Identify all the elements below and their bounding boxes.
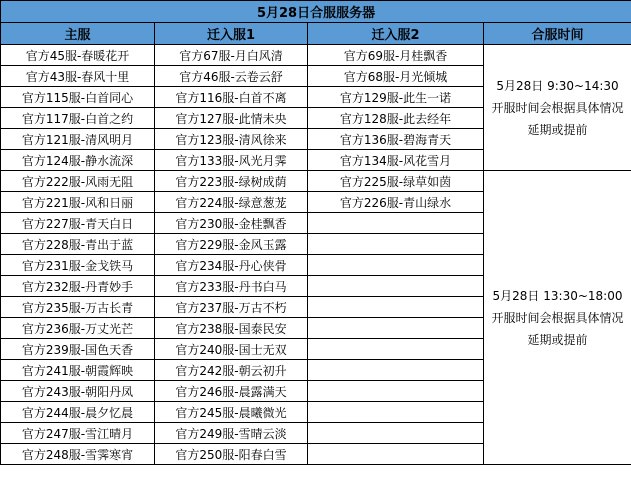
migrate-server-1-cell: 官方237服-万古不朽 xyxy=(155,297,308,318)
migrate-server-2-cell: 官方68服-月光倾城 xyxy=(308,66,484,87)
table-body xyxy=(1,45,631,465)
migrate-server-2-cell xyxy=(308,297,484,318)
migrate-server-2-cell xyxy=(308,402,484,423)
main-server-cell: 官方121服-清风明月 xyxy=(1,129,155,150)
merge-time-text: 开服时间会根据具体情况 xyxy=(491,100,624,115)
migrate-server-2-cell xyxy=(308,234,484,255)
main-server-cell: 官方117服-白首之约 xyxy=(1,108,155,129)
migrate-server-1-cell: 官方230服-金桂飘香 xyxy=(155,213,308,234)
main-server-cell: 官方236服-万丈光芒 xyxy=(1,318,155,339)
merge-time-text: 延期或提前 xyxy=(527,122,588,137)
main-server-cell: 官方239服-国色天香 xyxy=(1,339,155,360)
main-server-cell: 官方221服-风和日丽 xyxy=(1,192,155,213)
migrate-server-2-cell: 官方69服-月桂飘香 xyxy=(308,45,484,66)
migrate-server-2-cell xyxy=(308,276,484,297)
table-row xyxy=(1,171,631,192)
main-server-cell: 官方45服-春暖花开 xyxy=(1,45,155,66)
main-server-cell: 官方227服-青天白日 xyxy=(1,213,155,234)
migrate-server-1-cell: 官方229服-金风玉露 xyxy=(155,234,308,255)
header-migrate-server-1: 迁入服1 xyxy=(155,23,308,45)
table-row xyxy=(1,45,631,66)
merge-time-cell xyxy=(484,171,631,465)
header-merge-time: 合服时间 xyxy=(484,23,631,45)
main-server-cell: 官方241服-朝霞辉映 xyxy=(1,360,155,381)
main-server-cell: 官方231服-金戈铁马 xyxy=(1,255,155,276)
migrate-server-2-cell: 官方128服-此去经年 xyxy=(308,108,484,129)
migrate-server-1-cell: 官方116服-白首不离 xyxy=(155,87,308,108)
migrate-server-1-cell: 官方67服-月白风清 xyxy=(155,45,308,66)
migrate-server-1-cell: 官方133服-风光月霁 xyxy=(155,150,308,171)
main-server-cell: 官方115服-白首同心 xyxy=(1,87,155,108)
main-server-cell: 官方228服-青出于蓝 xyxy=(1,234,155,255)
migrate-server-1-cell: 官方238服-国泰民安 xyxy=(155,318,308,339)
migrate-server-2-cell: 官方136服-碧海青天 xyxy=(308,129,484,150)
migrate-server-2-cell xyxy=(308,255,484,276)
migrate-server-2-cell xyxy=(308,381,484,402)
migrate-server-1-cell: 官方233服-丹书白马 xyxy=(155,276,308,297)
main-server-cell: 官方243服-朝阳丹凤 xyxy=(1,381,155,402)
migrate-server-1-cell: 官方123服-清风徐来 xyxy=(155,129,308,150)
migrate-server-1-cell: 官方224服-绿意葱茏 xyxy=(155,192,308,213)
main-server-cell: 官方232服-丹青妙手 xyxy=(1,276,155,297)
main-server-cell: 官方235服-万古长青 xyxy=(1,297,155,318)
merge-time-text: 5月28日 9:30~14:30 xyxy=(496,78,619,93)
migrate-server-2-cell xyxy=(308,423,484,444)
migrate-server-1-cell: 官方245服-晨曦微光 xyxy=(155,402,308,423)
migrate-server-2-cell: 官方226服-青山绿水 xyxy=(308,192,484,213)
migrate-server-1-cell: 官方242服-朝云初升 xyxy=(155,360,308,381)
migrate-server-1-cell: 官方223服-绿树成荫 xyxy=(155,171,308,192)
main-server-cell: 官方248服-雪霁寒宵 xyxy=(1,444,155,465)
main-server-cell: 官方124服-静水流深 xyxy=(1,150,155,171)
migrate-server-2-cell xyxy=(308,339,484,360)
migrate-server-2-cell: 官方225服-绿草如茵 xyxy=(308,171,484,192)
header-migrate-server-2: 迁入服2 xyxy=(308,23,484,45)
migrate-server-2-cell xyxy=(308,360,484,381)
migrate-server-1-cell: 官方249服-雪晴云淡 xyxy=(155,423,308,444)
header-main-server: 主服 xyxy=(1,23,155,45)
migrate-server-1-cell: 官方250服-阳春白雪 xyxy=(155,444,308,465)
migrate-server-2-cell: 官方134服-风花雪月 xyxy=(308,150,484,171)
table-title: 5月28日合服服务器 xyxy=(1,1,631,23)
migrate-server-1-cell: 官方127服-此情未央 xyxy=(155,108,308,129)
main-server-cell: 官方244服-晨夕忆晨 xyxy=(1,402,155,423)
main-server-cell: 官方222服-风雨无阻 xyxy=(1,171,155,192)
migrate-server-2-cell xyxy=(308,213,484,234)
migrate-server-2-cell xyxy=(308,444,484,465)
merge-time-text: 开服时间会根据具体情况 xyxy=(491,310,624,325)
merge-time-text: 5月28日 13:30~18:00 xyxy=(492,288,623,303)
main-server-cell: 官方43服-春风十里 xyxy=(1,66,155,87)
merge-time-text: 延期或提前 xyxy=(527,332,588,347)
migrate-server-1-cell: 官方46服-云卷云舒 xyxy=(155,66,308,87)
merge-time-cell xyxy=(484,45,631,171)
migrate-server-1-cell: 官方240服-国士无双 xyxy=(155,339,308,360)
migrate-server-2-cell xyxy=(308,318,484,339)
main-server-cell: 官方247服-雪江晴月 xyxy=(1,423,155,444)
migrate-server-1-cell: 官方246服-晨露满天 xyxy=(155,381,308,402)
migrate-server-1-cell: 官方234服-丹心侠骨 xyxy=(155,255,308,276)
migrate-server-2-cell: 官方129服-此生一诺 xyxy=(308,87,484,108)
